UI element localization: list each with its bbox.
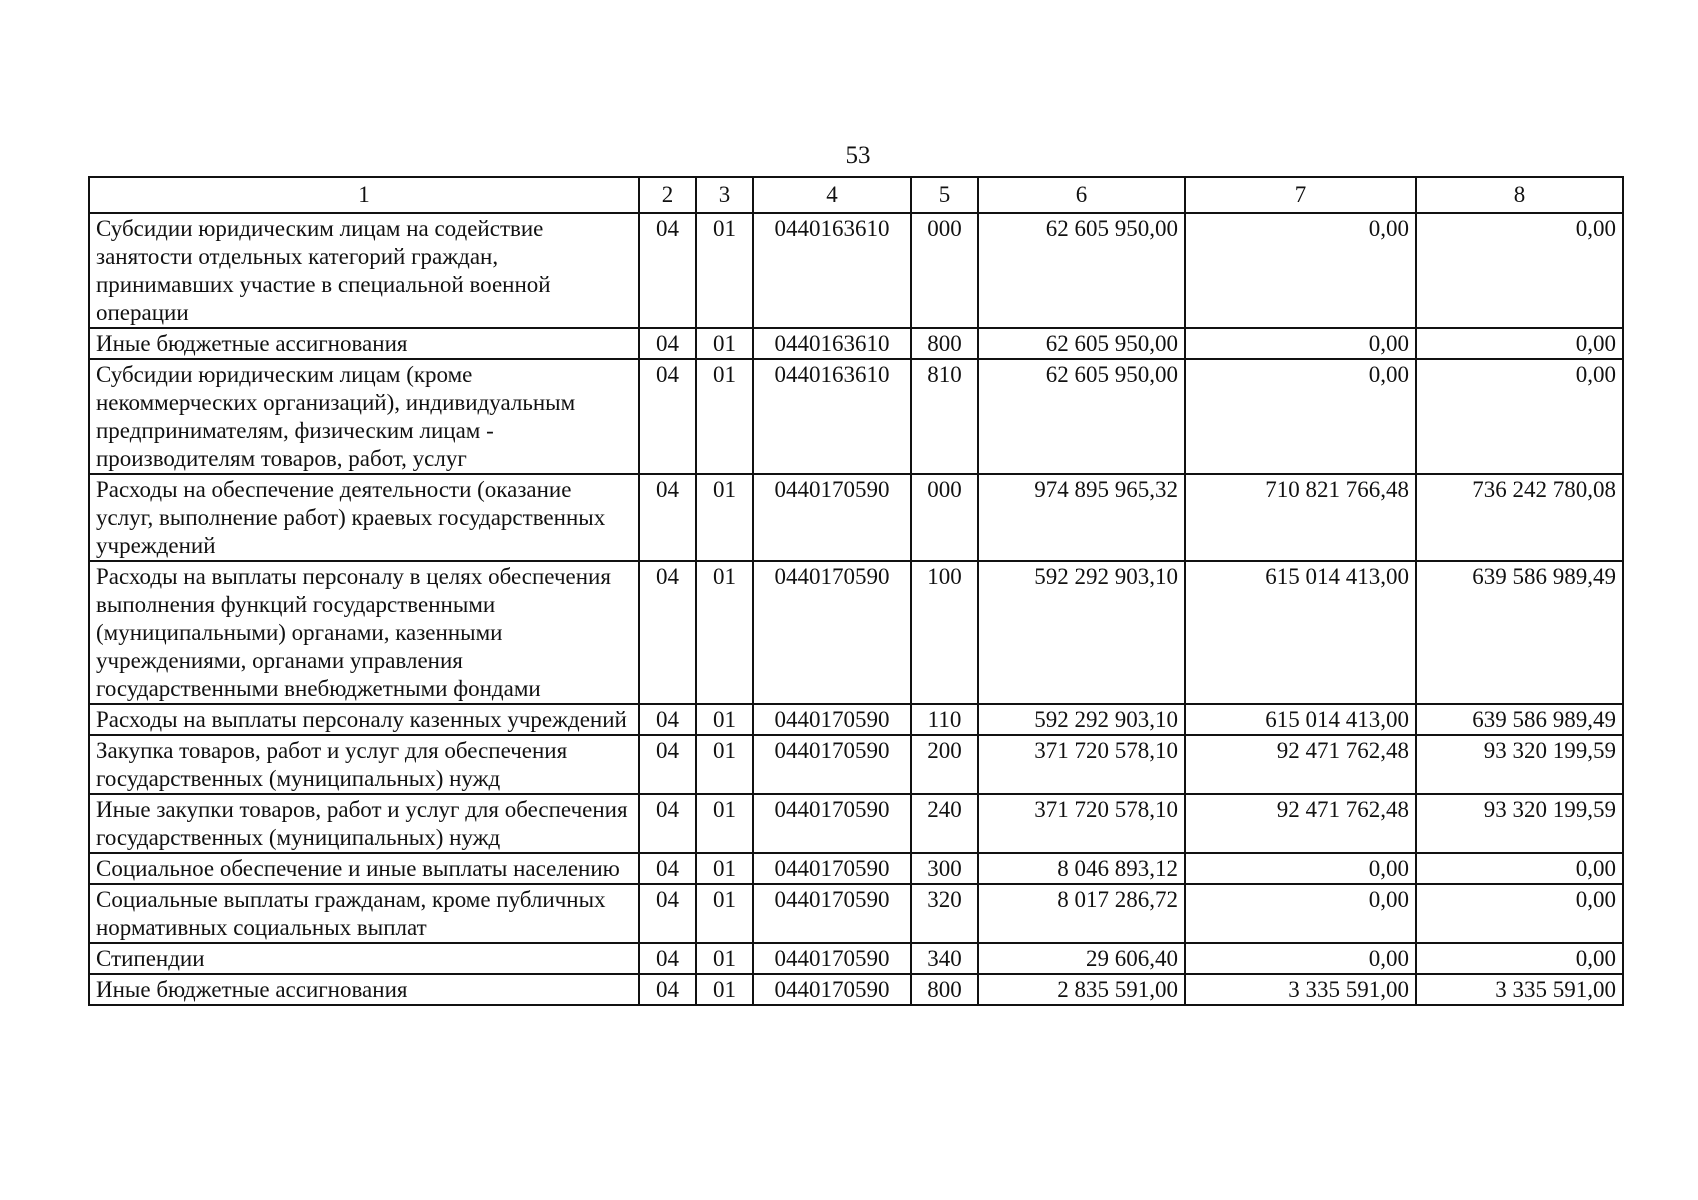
- table-row: [89, 943, 1623, 974]
- amount-col6-cell: 592 292 903,10: [978, 704, 1185, 735]
- column-header: 2: [639, 177, 696, 213]
- row-name-cell: Расходы на выплаты персоналу в целях обеспечения выполнения функций государственными (муниципальными) органами, казенными учреждениями, органами управления государственными внебюджетными фондами: [89, 561, 639, 704]
- row-name-cell: Стипендии: [89, 943, 639, 974]
- amount-col6-cell: 62 605 950,00: [978, 359, 1185, 474]
- subsection-code-cell: 01: [696, 328, 753, 359]
- amount-col7-cell: 615 014 413,00: [1185, 704, 1416, 735]
- amount-col8-cell: 0,00: [1416, 853, 1623, 884]
- table-row: [89, 704, 1623, 735]
- target-article-cell: 0440163610: [753, 213, 911, 328]
- section-code-cell: 04: [639, 794, 696, 853]
- expense-type-cell: 110: [911, 704, 978, 735]
- row-name-cell: Социальное обеспечение и иные выплаты населению: [89, 853, 639, 884]
- table-body: [89, 213, 1623, 1005]
- amount-col7-cell: 0,00: [1185, 943, 1416, 974]
- table-row: [89, 853, 1623, 884]
- subsection-code-cell: 01: [696, 853, 753, 884]
- amount-col8-cell: 0,00: [1416, 213, 1623, 328]
- amount-col6-cell: 62 605 950,00: [978, 213, 1185, 328]
- section-code-cell: 04: [639, 213, 696, 328]
- expense-type-cell: 800: [911, 974, 978, 1005]
- amount-col6-cell: 592 292 903,10: [978, 561, 1185, 704]
- expense-type-cell: 300: [911, 853, 978, 884]
- amount-col7-cell: 0,00: [1185, 328, 1416, 359]
- section-code-cell: 04: [639, 735, 696, 794]
- amount-col7-cell: 0,00: [1185, 853, 1416, 884]
- amount-col8-cell: 0,00: [1416, 943, 1623, 974]
- page-number: 53: [845, 142, 871, 169]
- subsection-code-cell: 01: [696, 474, 753, 561]
- target-article-cell: 0440170590: [753, 853, 911, 884]
- amount-col6-cell: 29 606,40: [978, 943, 1185, 974]
- subsection-code-cell: 01: [696, 794, 753, 853]
- target-article-cell: 0440170590: [753, 561, 911, 704]
- row-name-cell: Иные бюджетные ассигнования: [89, 974, 639, 1005]
- section-code-cell: 04: [639, 974, 696, 1005]
- amount-col8-cell: 93 320 199,59: [1416, 735, 1623, 794]
- target-article-cell: 0440163610: [753, 359, 911, 474]
- row-name-cell: Иные закупки товаров, работ и услуг для обеспечения государственных (муниципальных) нужд: [89, 794, 639, 853]
- row-name-cell: Расходы на выплаты персоналу казенных учреждений: [89, 704, 639, 735]
- amount-col8-cell: 736 242 780,08: [1416, 474, 1623, 561]
- expense-type-cell: 240: [911, 794, 978, 853]
- row-name-cell: Закупка товаров, работ и услуг для обеспечения государственных (муниципальных) нужд: [89, 735, 639, 794]
- table-row: [89, 794, 1623, 853]
- target-article-cell: 0440170590: [753, 974, 911, 1005]
- table-row: [89, 213, 1623, 328]
- amount-col8-cell: 639 586 989,49: [1416, 561, 1623, 704]
- expense-type-cell: 000: [911, 474, 978, 561]
- table-row: [89, 561, 1623, 704]
- row-name-cell: Расходы на обеспечение деятельности (оказание услуг, выполнение работ) краевых государственных учреждений: [89, 474, 639, 561]
- amount-col8-cell: 3 335 591,00: [1416, 974, 1623, 1005]
- column-header: 4: [753, 177, 911, 213]
- budget-table: [88, 176, 1624, 1006]
- target-article-cell: 0440170590: [753, 884, 911, 943]
- row-name-cell: Иные бюджетные ассигнования: [89, 328, 639, 359]
- section-code-cell: 04: [639, 884, 696, 943]
- column-header: 1: [89, 177, 639, 213]
- row-name-cell: Субсидии юридическим лицам (кроме некоммерческих организаций), индивидуальным предпринимателям, физическим лицам - производителям товаров, работ, услуг: [89, 359, 639, 474]
- amount-col6-cell: 62 605 950,00: [978, 328, 1185, 359]
- section-code-cell: 04: [639, 561, 696, 704]
- column-header: 3: [696, 177, 753, 213]
- target-article-cell: 0440170590: [753, 943, 911, 974]
- amount-col6-cell: 974 895 965,32: [978, 474, 1185, 561]
- section-code-cell: 04: [639, 943, 696, 974]
- amount-col7-cell: 0,00: [1185, 884, 1416, 943]
- amount-col8-cell: 93 320 199,59: [1416, 794, 1623, 853]
- row-name-cell: Субсидии юридическим лицам на содействие занятости отдельных категорий граждан, принимавших участие в специальной военной операции: [89, 213, 639, 328]
- amount-col7-cell: 92 471 762,48: [1185, 735, 1416, 794]
- amount-col8-cell: 0,00: [1416, 884, 1623, 943]
- column-header: 7: [1185, 177, 1416, 213]
- expense-type-cell: 100: [911, 561, 978, 704]
- table-row: [89, 735, 1623, 794]
- header-row: [89, 177, 1623, 213]
- subsection-code-cell: 01: [696, 735, 753, 794]
- amount-col6-cell: 8 017 286,72: [978, 884, 1185, 943]
- amount-col8-cell: 0,00: [1416, 328, 1623, 359]
- amount-col7-cell: 615 014 413,00: [1185, 561, 1416, 704]
- row-name-cell: Социальные выплаты гражданам, кроме публичных нормативных социальных выплат: [89, 884, 639, 943]
- amount-col8-cell: 639 586 989,49: [1416, 704, 1623, 735]
- target-article-cell: 0440163610: [753, 328, 911, 359]
- table-row: [89, 974, 1623, 1005]
- amount-col6-cell: 2 835 591,00: [978, 974, 1185, 1005]
- expense-type-cell: 800: [911, 328, 978, 359]
- table-row: [89, 328, 1623, 359]
- target-article-cell: 0440170590: [753, 735, 911, 794]
- section-code-cell: 04: [639, 704, 696, 735]
- amount-col7-cell: 0,00: [1185, 213, 1416, 328]
- amount-col6-cell: 8 046 893,12: [978, 853, 1185, 884]
- subsection-code-cell: 01: [696, 884, 753, 943]
- amount-col7-cell: 710 821 766,48: [1185, 474, 1416, 561]
- target-article-cell: 0440170590: [753, 704, 911, 735]
- column-header: 6: [978, 177, 1185, 213]
- subsection-code-cell: 01: [696, 213, 753, 328]
- expense-type-cell: 810: [911, 359, 978, 474]
- table-row: [89, 474, 1623, 561]
- amount-col8-cell: 0,00: [1416, 359, 1623, 474]
- subsection-code-cell: 01: [696, 943, 753, 974]
- column-header: 5: [911, 177, 978, 213]
- amount-col6-cell: 371 720 578,10: [978, 794, 1185, 853]
- target-article-cell: 0440170590: [753, 474, 911, 561]
- subsection-code-cell: 01: [696, 704, 753, 735]
- amount-col7-cell: 92 471 762,48: [1185, 794, 1416, 853]
- expense-type-cell: 000: [911, 213, 978, 328]
- target-article-cell: 0440170590: [753, 794, 911, 853]
- expense-type-cell: 340: [911, 943, 978, 974]
- table-row: [89, 359, 1623, 474]
- expense-type-cell: 200: [911, 735, 978, 794]
- section-code-cell: 04: [639, 328, 696, 359]
- subsection-code-cell: 01: [696, 561, 753, 704]
- table-row: [89, 884, 1623, 943]
- amount-col7-cell: 3 335 591,00: [1185, 974, 1416, 1005]
- subsection-code-cell: 01: [696, 974, 753, 1005]
- column-header: 8: [1416, 177, 1623, 213]
- section-code-cell: 04: [639, 474, 696, 561]
- subsection-code-cell: 01: [696, 359, 753, 474]
- amount-col7-cell: 0,00: [1185, 359, 1416, 474]
- section-code-cell: 04: [639, 359, 696, 474]
- amount-col6-cell: 371 720 578,10: [978, 735, 1185, 794]
- expense-type-cell: 320: [911, 884, 978, 943]
- section-code-cell: 04: [639, 853, 696, 884]
